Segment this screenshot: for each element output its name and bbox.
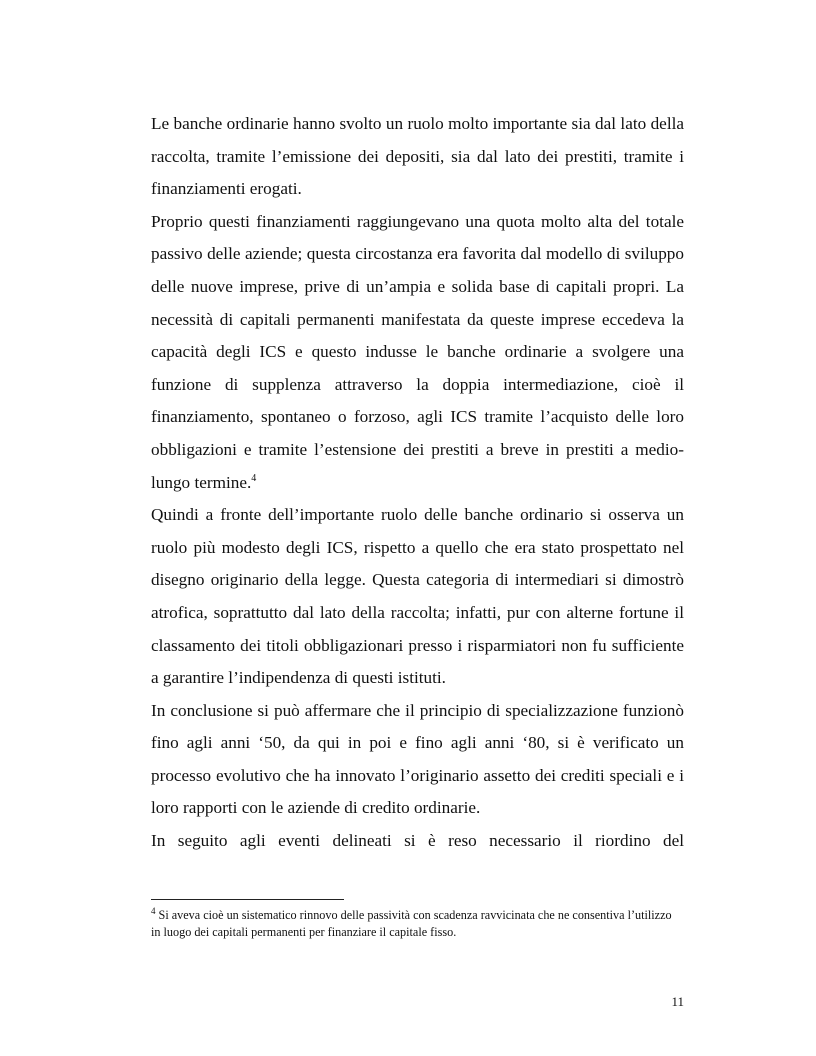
paragraph-4 xyxy=(151,695,684,825)
footnote-text: Si aveva cioè un sistematico rinnovo delle passività con scadenza ravvicinata che ne consentiva l’utilizzo in luogo dei capitali permanenti per finanziare il capitale fisso. xyxy=(151,908,672,939)
body-text xyxy=(151,108,684,858)
paragraph-3-text: Quindi a fronte dell’importante ruolo delle banche ordinario si osserva un ruolo più modesto degli ICS, rispetto a quello che era stato prospettato nel disegno originario della legge. Questa categoria di intermediari si dimostrò atrofica, soprattutto dal lato della raccolta; infatti, pur con alterne fortune il classamento dei titoli obbligazionari presso i risparmiatori non fu sufficiente a garantire l’indipendenza di questi istituti. xyxy=(151,505,684,688)
paragraph-5-text: In seguito agli eventi delineati si è reso necessario il riordino del xyxy=(151,831,684,851)
footnote xyxy=(151,907,684,940)
paragraph-2-text: Proprio questi finanziamenti raggiungevano una quota molto alta del totale passivo delle aziende; questa circostanza era favorita dal modello di sviluppo delle nuove imprese, prive di un’ampia e solida base di capitali propri. La necessità di capitali permanenti manifestata da queste imprese eccedeva la capacità degli ICS e questo indusse le banche ordinarie a svolgere una funzione di supplenza attraverso la doppia intermediazione, cioè il finanziamento, spontaneo o forzoso, agli ICS tramite l’acquisto delle loro obbligazioni e tramite l’estensione dei prestiti a breve in prestiti a medio-lungo termine. xyxy=(151,211,684,492)
footnote-reference[interactable]: 4 xyxy=(251,472,257,484)
paragraph-1-text: Le banche ordinarie hanno svolto un ruolo molto importante sia dal lato della raccolta, tramite l’emissione dei depositi, sia dal lato dei prestiti, tramite i finanziamenti erogati. xyxy=(151,114,684,199)
paragraph-1 xyxy=(151,108,684,206)
paragraph-2 xyxy=(151,206,684,499)
footnote-number: 4 xyxy=(151,906,156,916)
paragraph-3 xyxy=(151,499,684,695)
paragraph-4-text: In conclusione si può affermare che il principio di specializzazione funzionò fino agli anni ‘50, da qui in poi e fino agli anni ‘80, si è verificato un processo evolutivo che ha innovato l’originario assetto dei crediti speciali e i loro rapporti con le aziende di credito ordinarie. xyxy=(151,700,684,818)
footnote-divider xyxy=(151,899,344,900)
paragraph-5 xyxy=(151,825,684,858)
page-number: 11 xyxy=(671,994,684,1009)
